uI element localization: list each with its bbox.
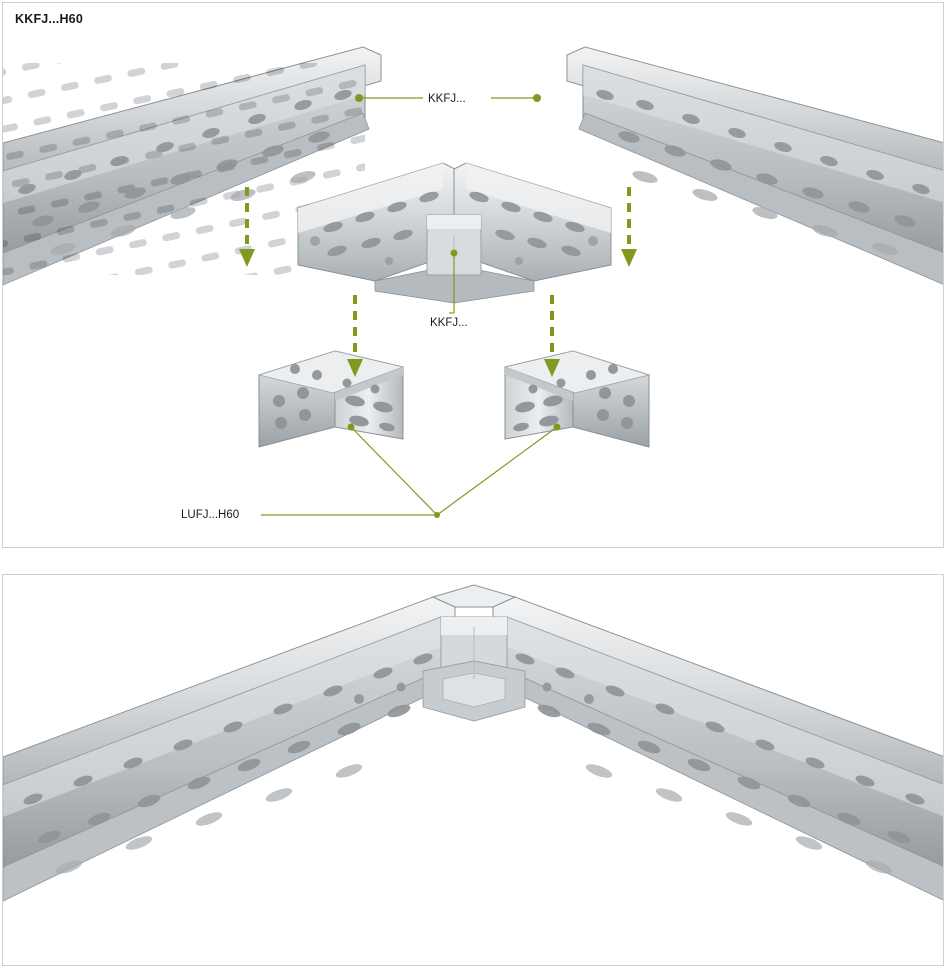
panel-title: KKFJ...H60 bbox=[15, 12, 83, 26]
connector-right bbox=[505, 351, 649, 447]
assembled-view-figure bbox=[3, 575, 944, 966]
connector-left bbox=[259, 351, 403, 447]
assembled-left-leg bbox=[3, 597, 455, 901]
callout-kkfj-mid: KKFJ... bbox=[430, 317, 468, 329]
exploded-assembly-figure bbox=[3, 3, 944, 548]
panel-exploded-assembly bbox=[2, 2, 944, 548]
panel-assembled-view bbox=[2, 574, 944, 966]
callout-dots bbox=[434, 512, 440, 518]
callout-lufj: LUFJ...H60 bbox=[181, 509, 240, 521]
assembled-right-leg bbox=[493, 597, 944, 901]
callout-kkfj-top: KKFJ... bbox=[428, 93, 466, 105]
